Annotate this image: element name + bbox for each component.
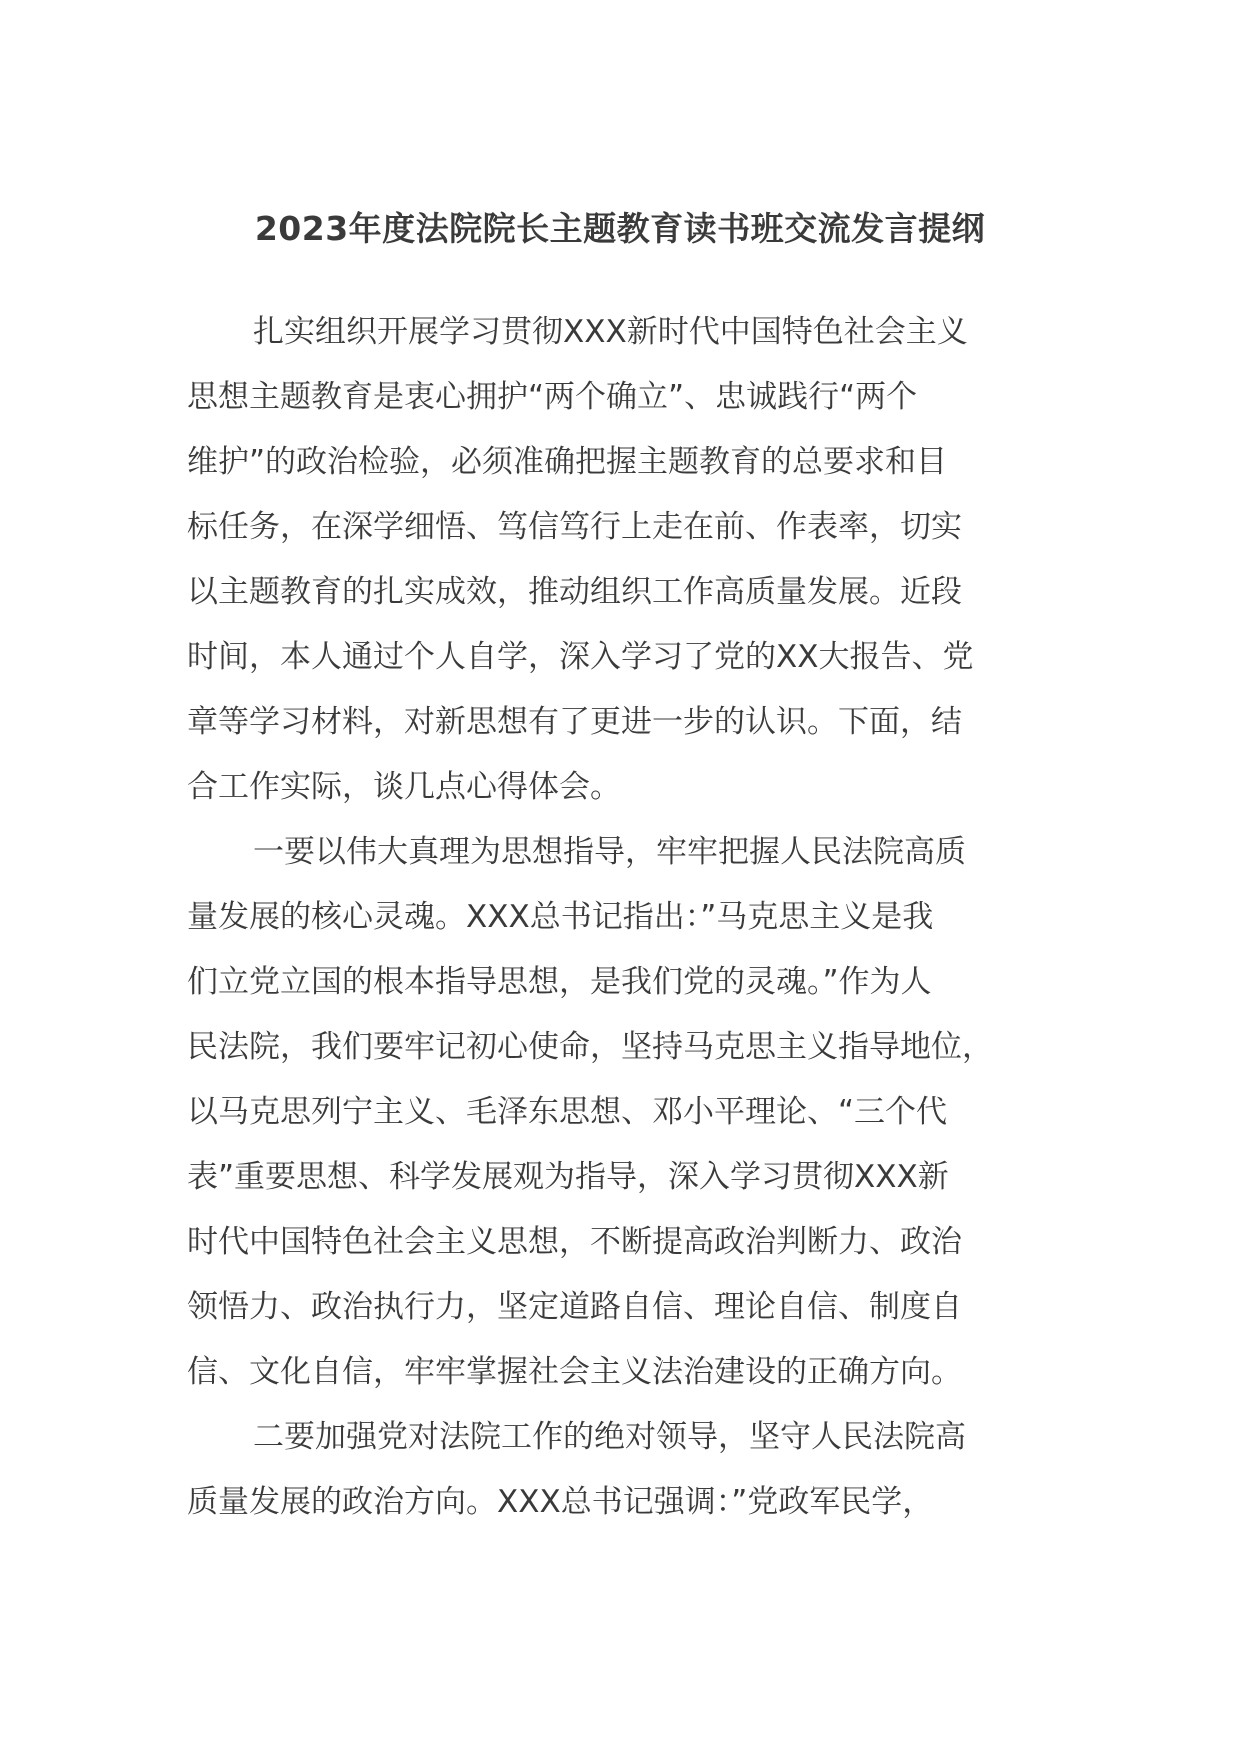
document-title: 2023年度法院院长主题教育读书班交流发言提纲 xyxy=(254,209,986,248)
text-line: 扎实组织开展学习贯彻XXX新时代中国特色社会主义 xyxy=(253,314,968,350)
text-line: 信、文化自信，牢牢掌握社会主义法治建设的正确方向。 xyxy=(187,1354,962,1390)
text-line: 领悟力、政治执行力，坚定道路自信、理论自信、制度自 xyxy=(187,1289,962,1325)
document-body xyxy=(187,300,1067,1535)
text-line: 质量发展的政治方向。XXX总书记强调：”党政军民学， xyxy=(187,1484,934,1520)
text-line: 量发展的核心灵魂。XXX总书记指出：”马克思主义是我 xyxy=(187,899,934,935)
text-line: 们立党立国的根本指导思想，是我们党的灵魂。”作为人 xyxy=(187,964,932,1000)
text-line: 表”重要思想、科学发展观为指导，深入学习贯彻XXX新 xyxy=(187,1159,949,1195)
text-line: 标任务，在深学细悟、笃信笃行上走在前、作表率，切实 xyxy=(187,509,962,545)
paragraph-point-one xyxy=(187,820,1067,1405)
text-line: 一要以伟大真理为思想指导，牢牢把握人民法院高质 xyxy=(253,834,966,870)
text-line: 思想主题教育是衷心拥护“两个确立”、忠诚践行“两个 xyxy=(187,379,918,415)
text-line: 民法院，我们要牢记初心使命，坚持马克思主义指导地位， xyxy=(187,1029,993,1065)
text-line: 时代中国特色社会主义思想，不断提高政治判断力、政治 xyxy=(187,1224,962,1260)
text-line: 以马克思列宁主义、毛泽东思想、邓小平理论、“三个代 xyxy=(187,1094,948,1130)
text-line: 时间，本人通过个人自学，深入学习了党的XX大报告、党 xyxy=(187,639,974,675)
text-line: 章等学习材料，对新思想有了更进一步的认识。下面，结 xyxy=(187,704,962,740)
paragraph-intro xyxy=(187,300,1067,820)
text-line: 维护”的政治检验，必须准确把握主题教育的总要求和目 xyxy=(187,444,948,480)
paragraph-point-two xyxy=(187,1405,1067,1535)
text-line: 合工作实际，谈几点心得体会。 xyxy=(187,769,621,805)
text-line: 二要加强党对法院工作的绝对领导，坚守人民法院高 xyxy=(253,1419,966,1455)
text-line: 以主题教育的扎实成效，推动组织工作高质量发展。近段 xyxy=(187,574,962,610)
